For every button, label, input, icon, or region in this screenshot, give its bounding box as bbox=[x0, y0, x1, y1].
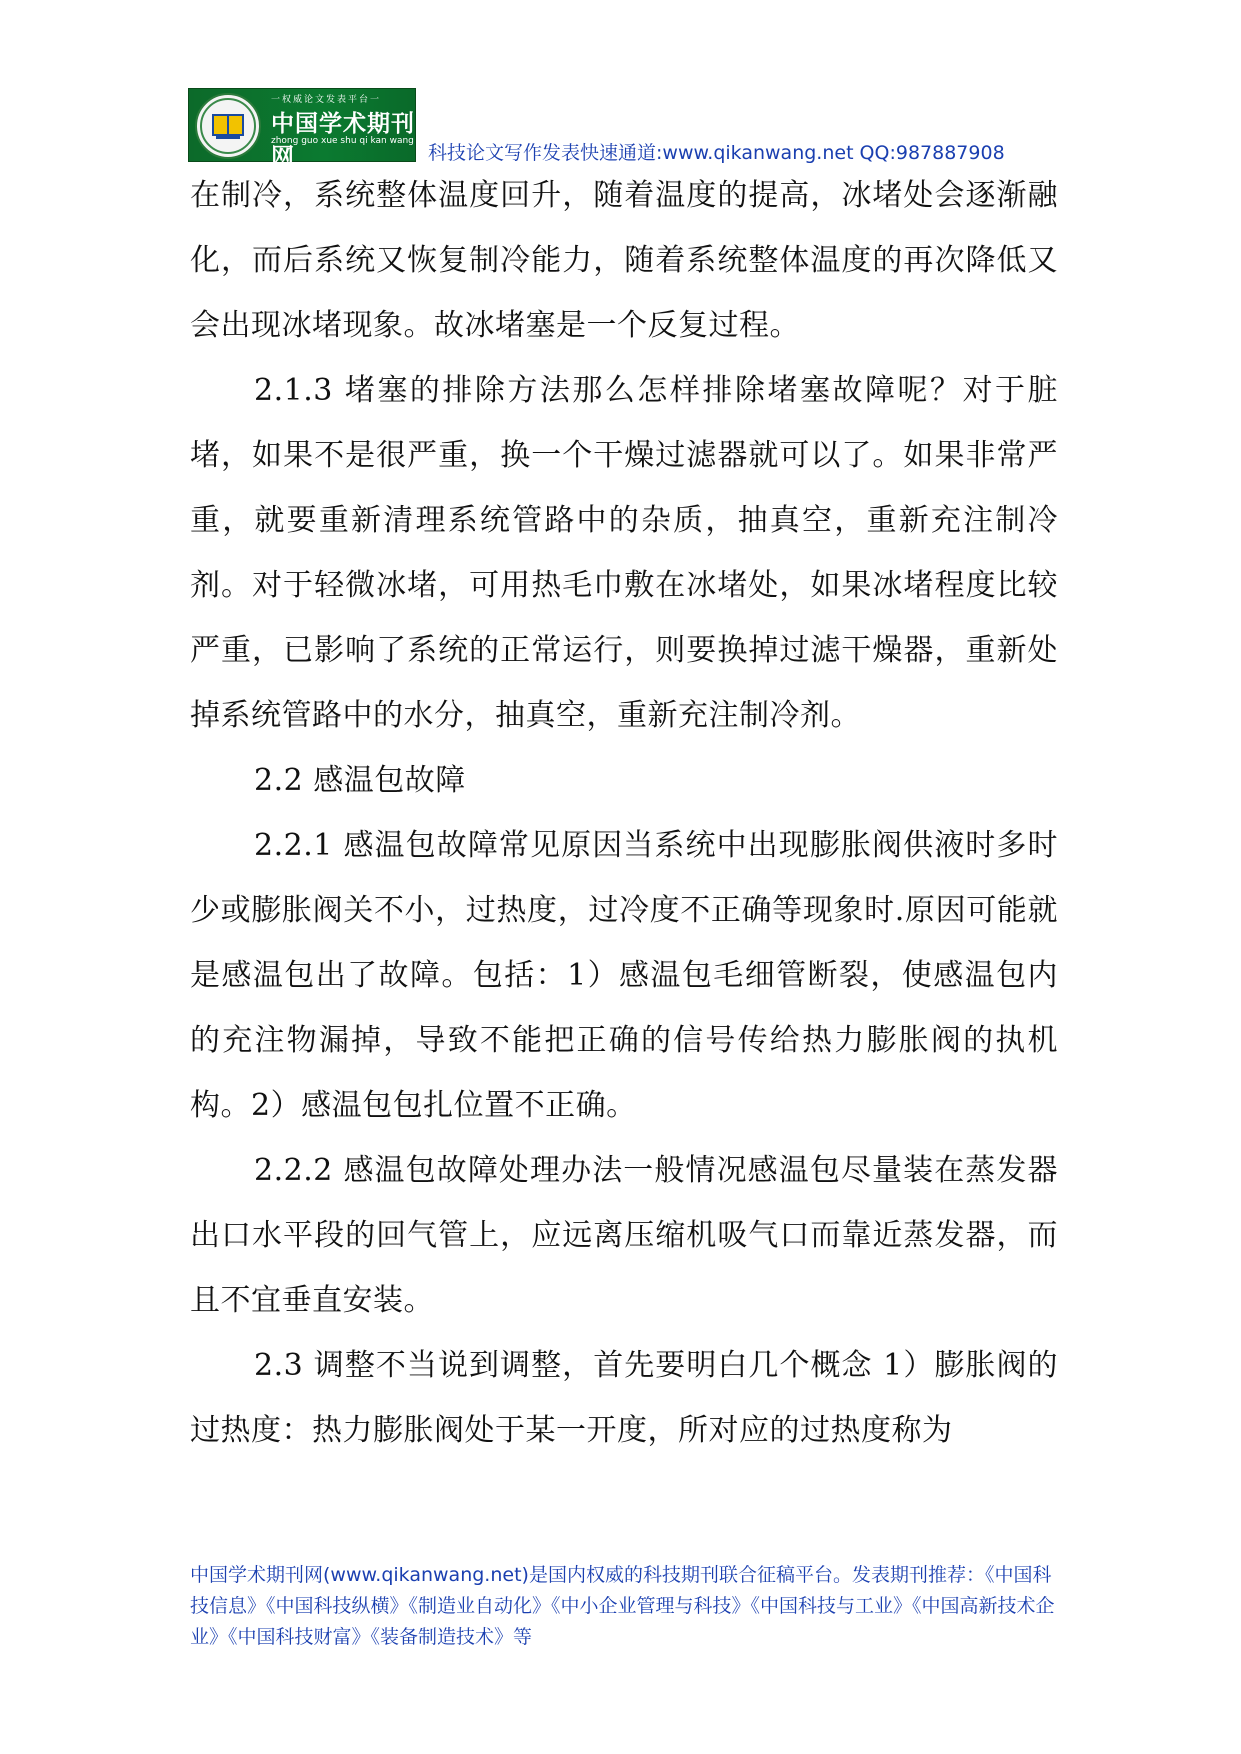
paragraph: 2.2.2 感温包故障处理办法一般情况感温包尽量装在蒸发器出口水平段的回气管上，应远离压缩机吸气口而靠近蒸发器，而且不宜垂直安装。 bbox=[190, 1153, 1058, 1318]
paragraph: 在制冷，系统整体温度回升，随着温度的提高，冰堵处会逐渐融化，而后系统又恢复制冷能力，随着系统整体温度的再次降低又会出现冰堵现象。故冰堵塞是一个反复过程。 bbox=[190, 178, 1058, 343]
site-logo[interactable] bbox=[188, 88, 416, 170]
paragraph: 2.3 调整不当说到调整，首先要明白几个概念 1）膨胀阀的过热度：热力膨胀阀处于某一开度，所对应的过热度称为 bbox=[190, 1348, 1058, 1448]
logo-pinyin: zhong guo xue shu qi kan wang bbox=[271, 136, 414, 146]
section-heading: 2.2 感温包故障 bbox=[254, 763, 466, 798]
page-footer: 中国学术期刊网(www.qikanwang.net)是国内权威的科技期刊联合征稿平台。发表期刊推荐：《中国科技信息》《中国科技纵横》《制造业自动化》《中小企业管理与科技》《中国科技与工业》《中国高新技术企业》《中国科技财富》《装备制造技术》等 bbox=[190, 1564, 1055, 1648]
logo-tagline: 一权威论文发表平台一 bbox=[271, 95, 382, 105]
document-body bbox=[190, 163, 1058, 1463]
logo-emblem-icon bbox=[195, 93, 261, 159]
logo-name: 中国学术期刊网 bbox=[271, 111, 415, 170]
paragraph: 2.1.3 堵塞的排除方法那么怎样排除堵塞故障呢？对于脏堵，如果不是很严重，换一个干燥过滤器就可以了。如果非常严重，就要重新清理系统管路中的杂质，抽真空，重新充注制冷剂。对于轻微冰堵，可用热毛巾敷在冰堵处，如果冰堵程度比较严重，已影响了系统的正常运行，则要换掉过滤干燥器，重新处掉系统管路中的水分，抽真空，重新充注制冷剂。 bbox=[190, 373, 1058, 733]
page-header bbox=[188, 88, 1058, 170]
header-link[interactable]: 科技论文写作发表快速通道:www.qikanwang.net QQ:987887908 bbox=[428, 142, 1005, 164]
paragraph: 2.2.1 感温包故障常见原因当系统中出现膨胀阀供液时多时少或膨胀阀关不小，过热度，过冷度不正确等现象时.原因可能就是感温包出了故障。包括：1）感温包毛细管断裂，使感温包内的充注物漏掉，导致不能把正确的信号传给热力膨胀阀的执机构。2）感温包包扎位置不正确。 bbox=[190, 828, 1058, 1123]
